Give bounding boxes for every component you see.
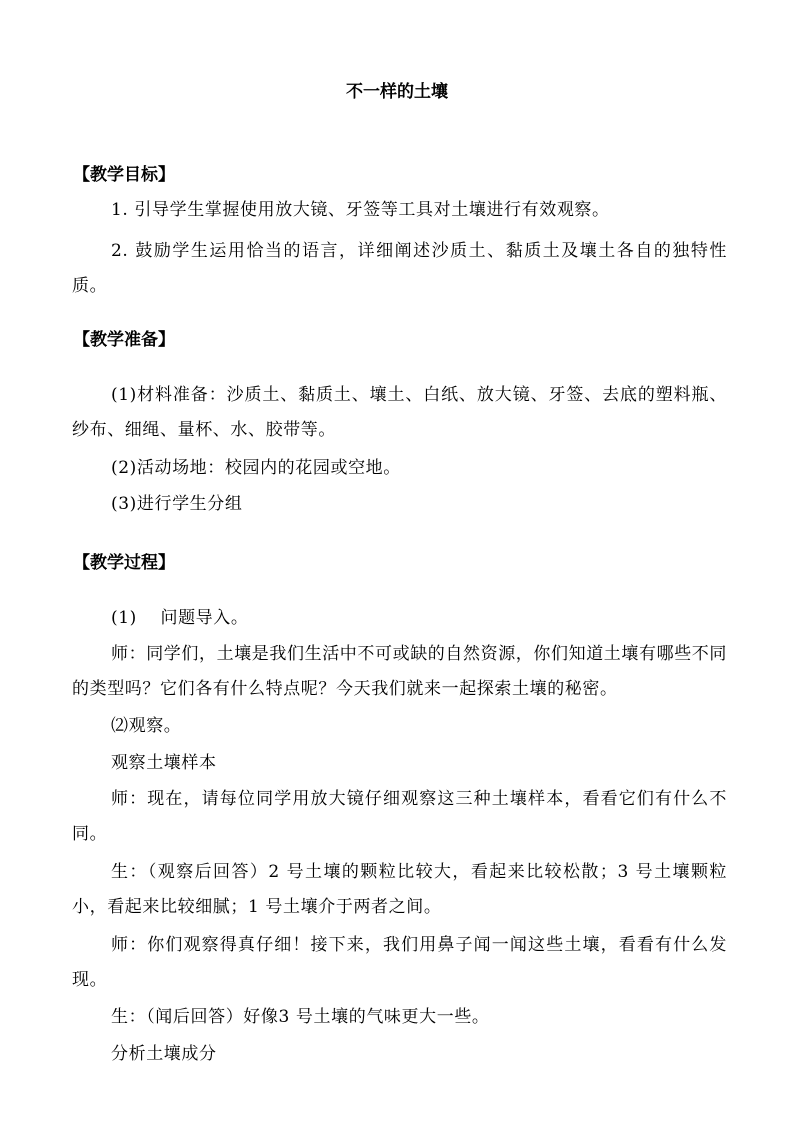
process-item-5: 师：现在，请每位同学用放大镜仔细观察这三种土壤样本，看看它们有什么不同。 bbox=[72, 789, 727, 844]
preparation-item-1: (1)材料准备：沙质土、黏质土、壤土、白纸、放大镜、牙签、去底的塑料瓶、纱布、细绳、量杯、水、胶带等。 bbox=[72, 385, 727, 440]
process-item-6: 生：（观察后回答）2 号土壤的颗粒比较大，看起来比较松散；3 号土壤颗粒小，看起来比较细腻；1 号土壤介于两者之间。 bbox=[72, 862, 727, 917]
preparation-item-3: (3)进行学生分组 bbox=[111, 494, 243, 514]
goal-item-1: 1. 引导学生掌握使用放大镜、牙签等工具对土壤进行有效观察。 bbox=[111, 200, 610, 220]
process-item-8: 生：（闻后回答）好像3 号土壤的气味更大一些。 bbox=[111, 1007, 490, 1027]
preparation-item-2: (2)活动场地：校园内的花园或空地。 bbox=[111, 458, 401, 478]
process-item-1: (1) 问题导入。 bbox=[111, 608, 249, 628]
section-heading-goals: 【教学目标】 bbox=[73, 165, 175, 185]
document-title: 不一样的土壤 bbox=[346, 82, 448, 102]
goal-item-2: 2. 鼓励学生运用恰当的语言，详细阐述沙质土、黏质土及壤土各自的独特性质。 bbox=[72, 241, 727, 296]
process-item-3: ⑵观察。 bbox=[111, 716, 182, 736]
section-heading-preparation: 【教学准备】 bbox=[73, 330, 175, 350]
process-item-4: 观察土壤样本 bbox=[111, 753, 217, 773]
process-item-2: 师：同学们，土壤是我们生活中不可或缺的自然资源，你们知道土壤有哪些不同的类型吗？它们各有什么特点呢？今天我们就来一起探索土壤的秘密。 bbox=[72, 644, 727, 699]
section-heading-process: 【教学过程】 bbox=[73, 553, 175, 573]
process-item-7: 师：你们观察得真仔细！接下来，我们用鼻子闻一闻这些土壤，看看有什么发现。 bbox=[72, 935, 727, 990]
process-item-9: 分析土壤成分 bbox=[111, 1044, 217, 1064]
